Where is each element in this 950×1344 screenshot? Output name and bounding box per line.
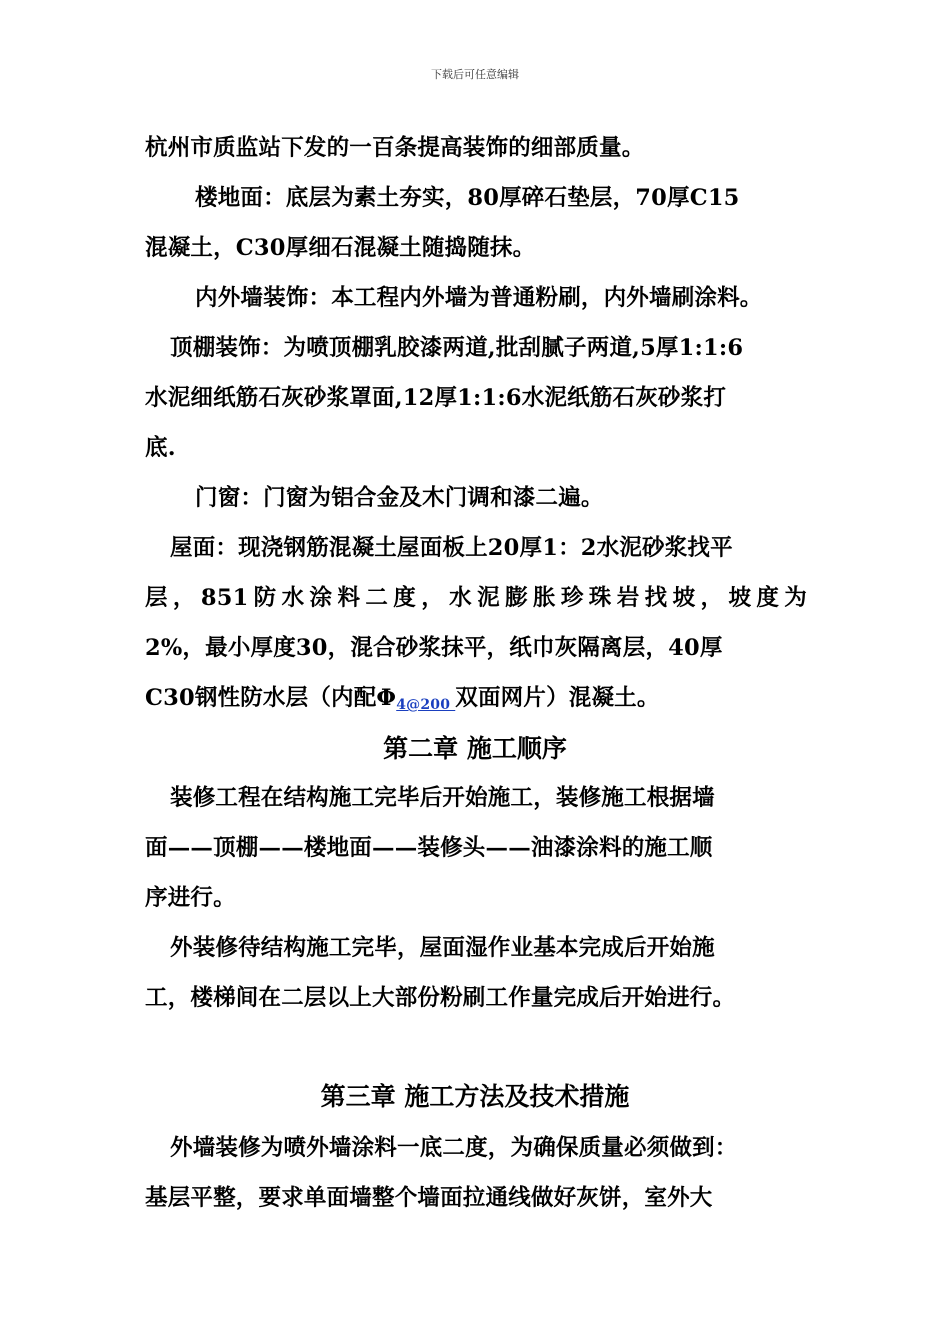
text-line: 混凝土，C30厚细石混凝土随捣随抹。 xyxy=(145,235,536,261)
text-line: 基层平整，要求单面墙整个墙面拉通线做好灰饼，室外大 xyxy=(145,1185,713,1211)
text-line: 顶棚装饰：为喷顶棚乳胶漆两道,批刮腻子两道,5厚1:1:6 xyxy=(170,335,744,361)
text-line: 杭州市质监站下发的一百条提高装饰的细部质量。 xyxy=(145,135,645,161)
rebar-line xyxy=(145,683,660,720)
chapter-2-title: 第二章 施工顺序 xyxy=(383,734,567,763)
page-header: 下载后可任意编辑 xyxy=(431,68,519,81)
text-line: 工，楼梯间在二层以上大部份粉刷工作量完成后开始进行。 xyxy=(145,985,736,1011)
chapter-3-title: 第三章 施工方法及技术措施 xyxy=(320,1082,630,1111)
text-line: 门窗：门窗为铝合金及木门调和漆二遍。 xyxy=(195,485,604,511)
rebar-spec-link[interactable]: 4@200 xyxy=(396,697,456,713)
text-line: 外墙装修为喷外墙涂料一底二度，为确保质量必须做到： xyxy=(170,1135,738,1161)
text-line: 内外墙装饰：本工程内外墙为普通粉刷，内外墙刷涂料。 xyxy=(195,285,763,311)
text-line: 楼地面：底层为素土夯实，80厚碎石垫层，70厚C15 xyxy=(195,185,740,211)
text-line: 外装修待结构施工完毕，屋面湿作业基本完成后开始施 xyxy=(170,935,715,961)
rebar-text-after: 双面网片）混凝土。 xyxy=(455,685,660,711)
text-line: 面——顶棚——楼地面——装修头——油漆涂料的施工顺 xyxy=(145,835,713,861)
text-line: 2%，最小厚度30，混合砂浆抹平，纸巾灰隔离层，40厚 xyxy=(145,635,723,661)
text-line: 装修工程在结构施工完毕后开始施工，装修施工根据墙 xyxy=(170,785,715,811)
text-line: 底. xyxy=(145,435,176,461)
text-line: 水泥细纸筋石灰砂浆罩面,12厚1:1:6水泥纸筋石灰砂浆打 xyxy=(145,385,727,411)
text-line: 序进行。 xyxy=(145,885,236,911)
text-line: 层，851防水涂料二度，水泥膨胀珍珠岩找坡，坡度为 xyxy=(145,585,807,611)
rebar-text-before: C30钢性防水层（内配Φ xyxy=(145,685,397,711)
text-line: 屋面：现浇钢筋混凝土屋面板上20厚1：2水泥砂浆找平 xyxy=(170,535,733,561)
